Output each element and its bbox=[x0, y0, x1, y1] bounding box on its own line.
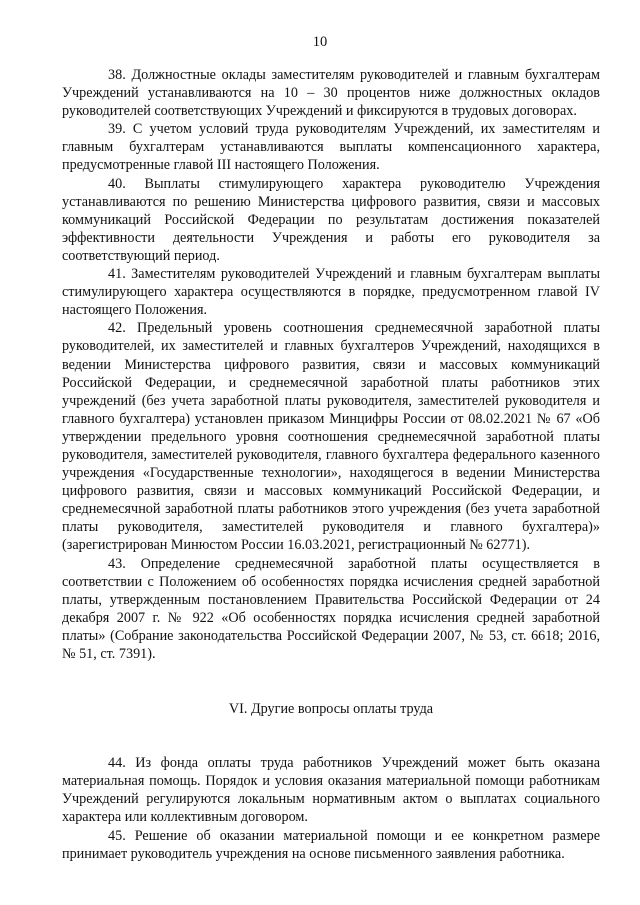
section-heading: VI. Другие вопросы оплаты труда bbox=[228, 701, 434, 718]
paragraph-39: 39. С учетом условий труда руководителям Учреждений, их заместителям и главным бухгалтерам устанавливаются выплаты компенсационного характера, предусмотренные главой III настоящего Положения. bbox=[62, 121, 600, 174]
paragraph-38: 38. Должностные оклады заместителям руководителей и главным бухгалтерам Учреждений устанавливаются на 10 – 30 процентов ниже должностных окладов руководителей соответствующих Учреждений и фиксируются в трудовых договорах. bbox=[62, 67, 600, 120]
paragraph-45: 45. Решение об оказании материальной помощи и ее конкретном размере принимает руководитель учреждения на основе письменного заявления работника. bbox=[62, 827, 600, 862]
document-body bbox=[62, 66, 600, 863]
paragraph-43: 43. Определение среднемесячной заработной платы осуществляется в соответствии с Положением об особенностях порядка исчисления средней заработной платы, утвержденным постановлением Правительства Российской Федерации от 24 декабря 2007 г. № 922 «Об особенностях порядка исчисления средней заработной платы» (Собрание законодательства Российской Федерации 2007, № 53, ст. 6618; 2016, № 51, ст. 7391). bbox=[62, 555, 600, 662]
paragraph-44: 44. Из фонда оплаты труда работников Учреждений может быть оказана материальная помощь. Порядок и условия оказания материальной помощи работникам Учреждений регулируются локальным нормативным актом о выплатах социального характера или коллективным договором. bbox=[62, 755, 600, 826]
paragraph-40: 40. Выплаты стимулирующего характера руководителю Учреждения устанавливаются по решению Министерства цифрового развития, связи и массовых коммуникаций Российской Федерации по результатам достижения показателей эффективности деятельности Учреждения и работы его руководителя за соответствующий период. bbox=[62, 175, 600, 264]
paragraph-41: 41. Заместителям руководителей Учреждений и главным бухгалтерам выплаты стимулирующего характера осуществляются в порядке, предусмотренном главой IV настоящего Положения. bbox=[62, 266, 600, 319]
paragraph-42: 42. Предельный уровень соотношения среднемесячной заработной платы руководителей, их заместителей и главных бухгалтеров Учреждений, находящихся в ведении Министерства цифрового развития, связи и массовых коммуникаций Российской Федерации, и среднемесячной заработной платы работников этих учреждений (без учета заработной платы руководителя, заместителей руководителя и главного бухгалтера) установлен приказом Минцифры России от 08.02.2021 № 67 «Об утверждении предельного уровня соотношения среднемесячной заработной платы руководителя, заместителей руководителя, главного бухгалтера федерального казенного учреждения «Государственные технологии», находящегося в ведении Министерства цифрового развития, связи и массовых коммуникаций Российской Федерации, и среднемесячной заработной платы работников этого учреждения (без учета заработной платы руководителя, заместителей руководителя и главного бухгалтера)» (зарегистрирован Минюстом России 16.03.2021, регистрационный № 62771). bbox=[62, 320, 600, 554]
page-number: 10 bbox=[312, 34, 328, 50]
